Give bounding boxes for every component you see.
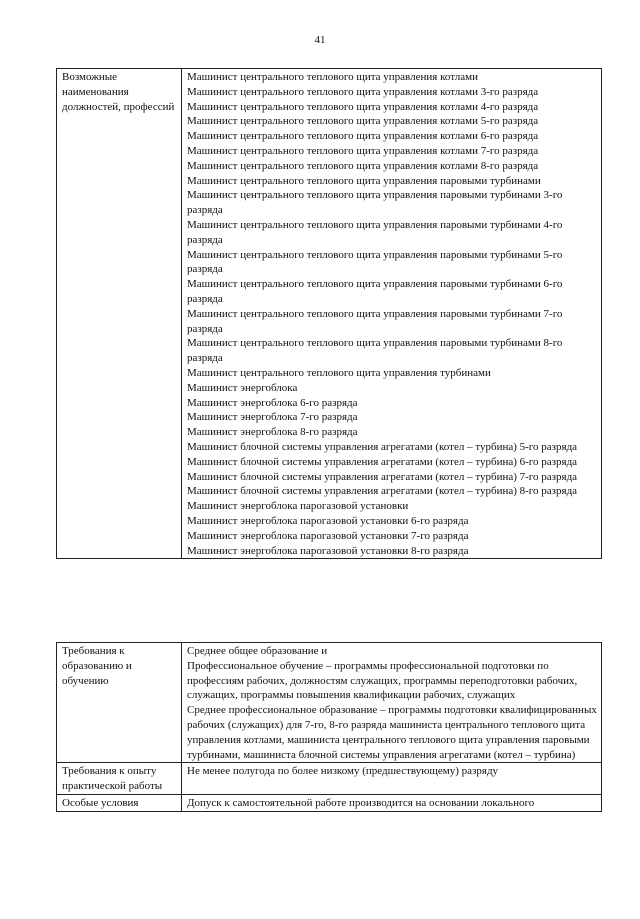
paragraph: Не менее полугода по более низкому (предшествующему) разряду xyxy=(187,765,499,778)
list-item: Машинист центрального теплового щита управления котлами 7-го разряда xyxy=(187,144,539,157)
list-item: Машинист центрального теплового щита управления паровыми турбинами 4-го разряда xyxy=(187,218,563,246)
experience-text xyxy=(182,763,602,795)
list-item: Машинист центрального теплового щита управления паровыми турбинами 8-го разряда xyxy=(187,337,563,365)
positions-label: Возможные наименования должностей, профессий xyxy=(57,69,182,559)
list-item: Машинист центрального теплового щита управления паровыми турбинами 3-го разряда xyxy=(187,189,563,217)
list-item: Машинист энергоблока 8-го разряда xyxy=(187,426,358,439)
list-item: Машинист центрального теплового щита управления паровыми турбинами 7-го разряда xyxy=(187,307,563,335)
table-row xyxy=(57,69,602,559)
paragraph: Допуск к самостоятельной работе производится на основании локального xyxy=(187,796,535,809)
table-row xyxy=(57,763,602,795)
list-item: Машинист энергоблока xyxy=(187,381,298,394)
list-item: Машинист центрального теплового щита управления котлами 8-го разряда xyxy=(187,159,539,172)
list-item: Машинист энергоблока парогазовой установки 6-го разряда xyxy=(187,514,469,527)
list-item: Машинист блочной системы управления агрегатами (котел – турбина) 7-го разряда xyxy=(187,470,578,483)
list-item: Машинист центрального теплового щита управления турбинами xyxy=(187,366,491,379)
paragraph: Профессиональное обучение – программы профессиональной подготовки по профессиям рабочих, должностям служащих, программы переподготовки рабочих, служащих, программы повышения квалификации рабочих, служащих xyxy=(187,659,578,702)
table-row xyxy=(57,643,602,763)
special-conditions-label: Особые условия xyxy=(57,794,182,811)
list-item: Машинист блочной системы управления агрегатами (котел – турбина) 6-го разряда xyxy=(187,455,578,468)
experience-label: Требования к опыту практической работы xyxy=(57,763,182,795)
list-item: Машинист центрального теплового щита управления котлами 5-го разряда xyxy=(187,115,539,128)
list-item: Машинист центрального теплового щита управления паровыми турбинами xyxy=(187,174,541,187)
list-item: Машинист энергоблока парогазовой установки xyxy=(187,500,409,513)
requirements-table xyxy=(56,642,602,812)
list-item: Машинист энергоблока парогазовой установки 8-го разряда xyxy=(187,544,469,557)
list-item: Машинист центрального теплового щита управления котлами 3-го разряда xyxy=(187,85,539,98)
special-conditions-text xyxy=(182,794,602,811)
education-label: Требования к образованию и обучению xyxy=(57,643,182,763)
education-text xyxy=(182,643,602,763)
table-row xyxy=(57,794,602,811)
list-item: Машинист энергоблока 7-го разряда xyxy=(187,411,358,424)
page-number: 41 xyxy=(314,34,326,46)
list-item: Машинист энергоблока парогазовой установки 7-го разряда xyxy=(187,529,469,542)
list-item: Машинист центрального теплового щита управления котлами xyxy=(187,71,478,83)
list-item: Машинист центрального теплового щита управления котлами 6-го разряда xyxy=(187,130,539,143)
positions-list xyxy=(182,69,602,559)
list-item: Машинист центрального теплового щита управления котлами 4-го разряда xyxy=(187,100,539,113)
list-item: Машинист блочной системы управления агрегатами (котел – турбина) 5-го разряда xyxy=(187,440,578,453)
list-item: Машинист блочной системы управления агрегатами (котел – турбина) 8-го разряда xyxy=(187,485,578,498)
list-item: Машинист центрального теплового щита управления паровыми турбинами 6-го разряда xyxy=(187,278,563,305)
paragraph: Среднее профессиональное образование – программы подготовки квалифицированных рабочих (служащих) для 7-го, 8-го разряда машиниста центрального теплового щита управления котлами, машиниста центрального теплового щита управления паровыми турбинами, машиниста блочной системы управления агрегатами (котел – турбина) xyxy=(187,704,597,761)
paragraph: Среднее общее образование и xyxy=(187,645,328,657)
list-item: Машинист энергоблока 6-го разряда xyxy=(187,396,358,409)
list-item: Машинист центрального теплового щита управления паровыми турбинами 5-го разряда xyxy=(187,248,563,276)
positions-table xyxy=(56,68,602,559)
